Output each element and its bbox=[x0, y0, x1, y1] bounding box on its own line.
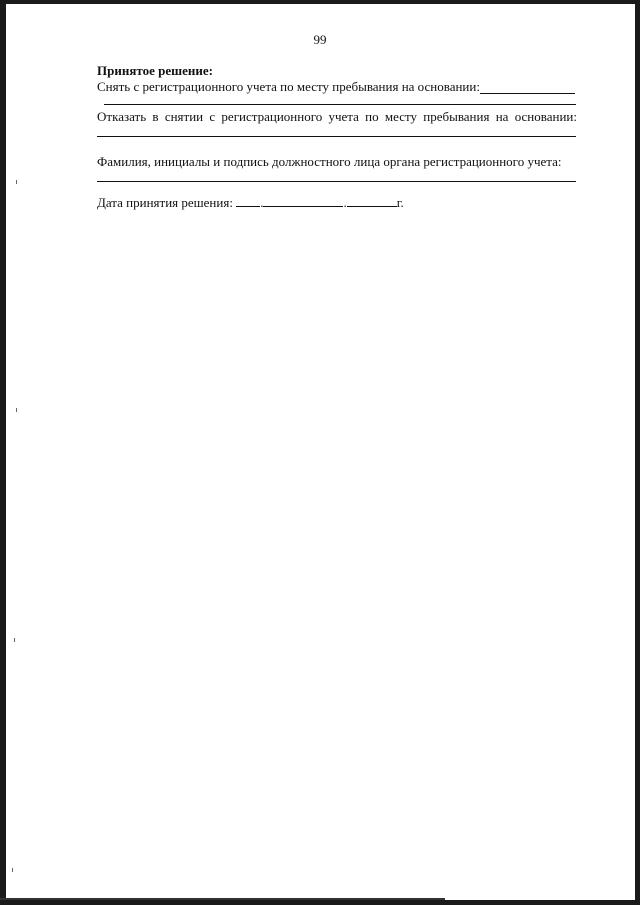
date-year-suffix: г. bbox=[396, 195, 404, 210]
scan-edge-right bbox=[635, 0, 640, 905]
remove-registration-text: Снять с регистрационного учета по месту пребывания на основании: bbox=[97, 79, 480, 94]
decision-date-row bbox=[97, 195, 404, 211]
date-day-blank bbox=[236, 195, 260, 207]
official-signature-line bbox=[97, 181, 576, 182]
official-signature-text: Фамилия, инициалы и подпись должностного лица органа регистрационного учета: bbox=[97, 154, 562, 169]
date-separator: . bbox=[343, 195, 347, 210]
decision-date-label: Дата принятия решения: bbox=[97, 195, 233, 210]
scan-speck bbox=[12, 868, 13, 872]
decision-heading: Принятое решение: bbox=[97, 63, 213, 78]
refuse-removal-text: Отказать в снятии с регистрационного учета по месту пребывания на основании: bbox=[97, 109, 577, 124]
remove-basis-blank bbox=[480, 93, 575, 94]
remove-basis-line-2 bbox=[104, 104, 576, 105]
scan-speck bbox=[16, 180, 17, 184]
page-number: 99 bbox=[313, 32, 327, 47]
date-year-blank bbox=[347, 195, 397, 207]
scan-edge-left bbox=[0, 0, 6, 905]
refuse-basis-line bbox=[97, 136, 576, 137]
scan-speck bbox=[16, 408, 17, 412]
scan-edge-top bbox=[0, 0, 640, 4]
scan-edge-bottom-line bbox=[0, 898, 445, 900]
date-separator: . bbox=[260, 195, 264, 210]
scan-edge-bottom bbox=[0, 900, 640, 905]
scan-speck bbox=[14, 638, 15, 642]
date-month-blank bbox=[263, 195, 343, 207]
